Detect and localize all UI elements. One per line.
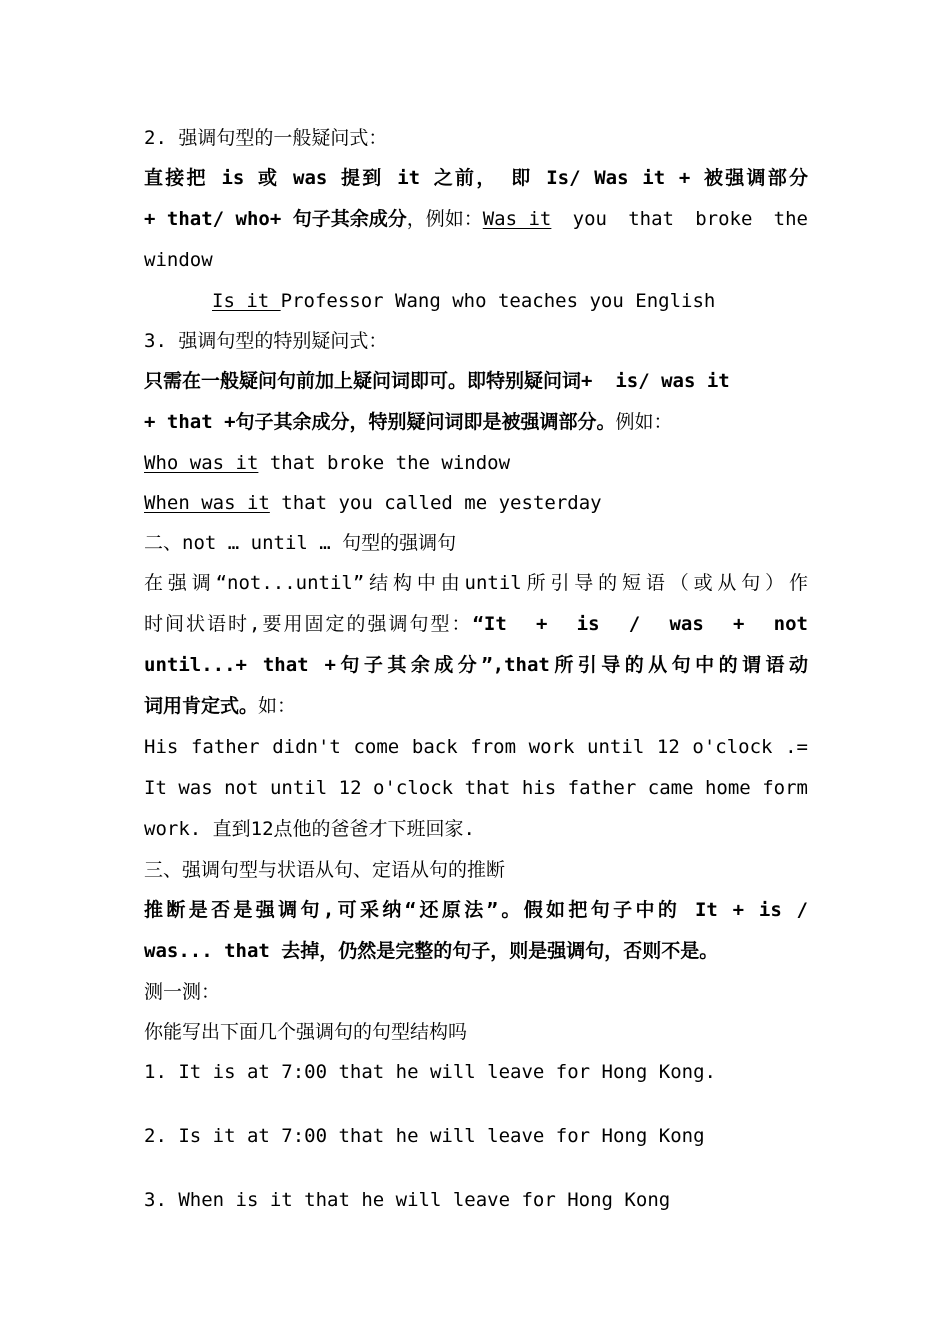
part3-heading: 三、强调句型与状语从句、定语从句的推断 <box>144 859 506 881</box>
section2-rule-tail: ，例如： <box>406 208 483 230</box>
part2-example-line3: work. 直到12点他的爸爸才下班回家. <box>144 818 475 840</box>
section3-rule-line2 <box>144 402 808 443</box>
section2-rule-bold: + that/ who+ 句子其余成分 <box>144 208 407 230</box>
section3-example2-underlined: When was it <box>144 492 270 514</box>
section2-example1-rest: you that broke the <box>551 208 808 230</box>
part2-paragraph-line2-bold: “It + is / was + not <box>472 613 808 635</box>
part2-heading: 二、not … until … 句型的强调句 <box>144 532 457 554</box>
part3-paragraph-line2: was... that 去掉，仍然是完整的句子，则是强调句，否则不是。 <box>144 940 719 962</box>
part2-paragraph-line2-normal: 时间状语时,要用固定的强调句型： <box>144 613 473 635</box>
section3-example2-rest: that you called me yesterday <box>269 492 602 514</box>
part3-paragraph-line1: 推断是否是强调句,可采纳“还原法”。假如把句子中的 It + is / <box>144 899 808 921</box>
section2-rule-line2 <box>144 199 808 240</box>
part2-example-line2: It was not until 12 o'clock that his father came home form <box>144 777 808 799</box>
quiz-item-3: 3. When is it that he will leave for Hong Kong <box>144 1189 671 1211</box>
section3-heading: 3. 强调句型的特别疑问式： <box>144 330 388 352</box>
section2-rule-line1: 直接把 is 或 was 提到 it 之前， 即 Is/ Was it + 被强调部分 <box>144 167 808 189</box>
section3-example1-rest: that broke the window <box>258 452 511 474</box>
section3-example2 <box>144 483 808 523</box>
section3-example1-underlined: Who was it <box>144 452 259 474</box>
section2-example1-cont: window <box>144 249 213 271</box>
section2-heading: 2. 强调句型的一般疑问式： <box>144 127 388 149</box>
section2-example1-underlined: Was it <box>482 208 552 230</box>
section3-rule-bold: + that +句子其余成分，特别疑问词即是被强调部分。 <box>144 411 616 433</box>
quiz-item-1: 1. It is at 7:00 that he will leave for Hong Kong. <box>144 1061 716 1083</box>
section3-rule-line1: 只需在一般疑问句前加上疑问词即可。即特别疑问词+ is/ was it <box>144 370 730 392</box>
part2-paragraph-line4 <box>144 686 808 727</box>
part2-paragraph-line4-bold: 词用肯定式。 <box>144 695 259 717</box>
section2-example2-underlined: Is it <box>212 290 281 312</box>
quiz-heading: 测一测： <box>144 981 221 1003</box>
part2-paragraph-line3: until...+ that +句子其余成分”,that所引导的从句中的谓语动 <box>144 654 808 676</box>
section3-rule-tail: 例如： <box>615 411 673 433</box>
document-page <box>144 118 808 1220</box>
quiz-item-2: 2. Is it at 7:00 that he will leave for Hong Kong <box>144 1125 705 1147</box>
part2-paragraph-line4-tail: 如： <box>258 695 297 717</box>
part2-paragraph-line1: 在强调“not...until”结构中由until所引导的短语（或从句）作 <box>144 572 808 594</box>
section2-example2-rest: Professor Wang who teaches you English <box>280 290 716 312</box>
part2-example-line1: His father didn't come back from work until 12 o'clock .= <box>144 736 808 758</box>
quiz-intro: 你能写出下面几个强调句的句型结构吗 <box>144 1021 468 1043</box>
section3-example1 <box>144 443 808 483</box>
part2-paragraph-line2 <box>144 604 808 645</box>
section2-example2 <box>144 281 808 321</box>
